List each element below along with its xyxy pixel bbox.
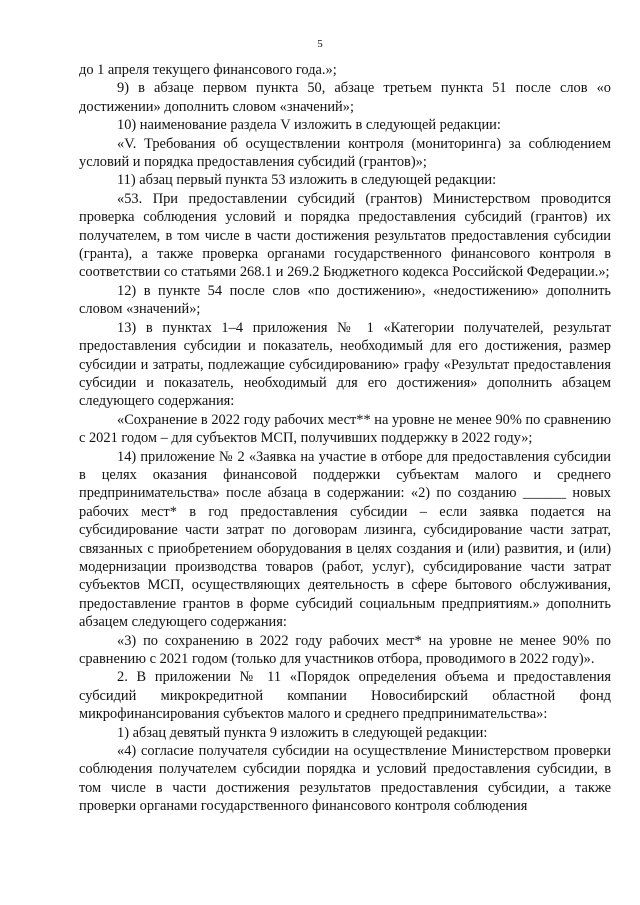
paragraph-item-13: 13) в пунктах 1–4 приложения № 1 «Категории получателей, результат предоставления субсидии и показатель, необходимый для его достижения, размер субсидии и затраты, подлежащие субсидированию» графу «Результат предоставления субсидии и показатель, необходимый для его достижения» дополнить абзацем следующего содержания: <box>79 319 611 410</box>
paragraph-quote-item-4: «4) согласие получателя субсидии на осуществление Министерством проверки соблюдения получателем субсидии порядка и условий предоставления субсидии, в том числе в части достижения результатов предоставления субсидии, а также проверки органами государственного финансового контроля соблюдения <box>79 743 611 815</box>
paragraph-item-9: 9) в абзаце первом пункта 50, абзаце третьем пункта 51 после слов «о достижении» дополнить словом «значений»; <box>79 80 611 115</box>
page-number: 5 <box>317 38 323 50</box>
paragraph-section-2: 2. В приложении № 11 «Порядок определения объема и предоставления субсидий микрокредитной компании Новосибирский областной фонд микрофинансирования субъектов малого и среднего предпринимательства»: <box>79 669 611 723</box>
paragraph-subitem-1: 1) абзац девятый пункта 9 изложить в следующей редакции: <box>117 724 488 741</box>
paragraph-continuation: до 1 апреля текущего финансового года.»; <box>79 62 337 78</box>
paragraph-quote-section-v: «V. Требования об осуществлении контроля (мониторинга) за соблюдением условий и порядка предоставления субсидий (грантов)»; <box>79 135 611 171</box>
paragraph-quote-preservation: «Сохранение в 2022 году рабочих мест** на уровне не менее 90% по сравнению с 2021 годом – для субъектов МСП, получивших поддержку в 2022 году»; <box>79 411 611 447</box>
paragraph-quote-53: «53. При предоставлении субсидий (грантов) Министерством проводится проверка соблюдения условий и порядка предоставления субсидий (грантов) их получателем, в том числе в части достижения результатов предоставления субсидии (гранта), а также проверка органами государственного финансового контроля в соответствии со статьями 268.1 и 269.2 Бюджетного кодекса Российской Федерации.»; <box>79 190 611 281</box>
paragraph-quote-item-3: «3) по сохранению в 2022 году рабочих мест* на уровне не менее 90% по сравнению с 2021 годом (только для участников отбора, проводимого в 2022 году)». <box>79 632 611 667</box>
paragraph-item-10: 10) наименование раздела V изложить в следующей редакции: <box>117 117 501 134</box>
document-body <box>79 61 611 816</box>
paragraph-item-11: 11) абзац первый пункта 53 изложить в следующей редакции: <box>117 172 497 189</box>
paragraph-item-12: 12) в пункте 54 после слов «по достижению», «недостижению» дополнить словом «значений»; <box>79 282 611 318</box>
paragraph-item-14: 14) приложение № 2 «Заявка на участие в отборе для предоставления субсидии в целях оказания финансовой поддержки субъектам малого и среднего предпринимательства» после абзаца в содержании: «2) по созданию ______ новых рабочих мест* в год предоставления субсидии – если заявка подается на субсидирование части затрат по договорам лизинга, субсидирование части затрат, связанных с приобретением оборудования в целях создания и (или) развития, и (или) модернизации производства товаров (работ, услуг), субсидирование части затрат субъектов МСП, осуществляющих деятельность в сфере бытового обслуживания, предоставление грантов в форме субсидий социальным предприятиям.» дополнить абзацем следующего содержания: <box>79 448 611 631</box>
